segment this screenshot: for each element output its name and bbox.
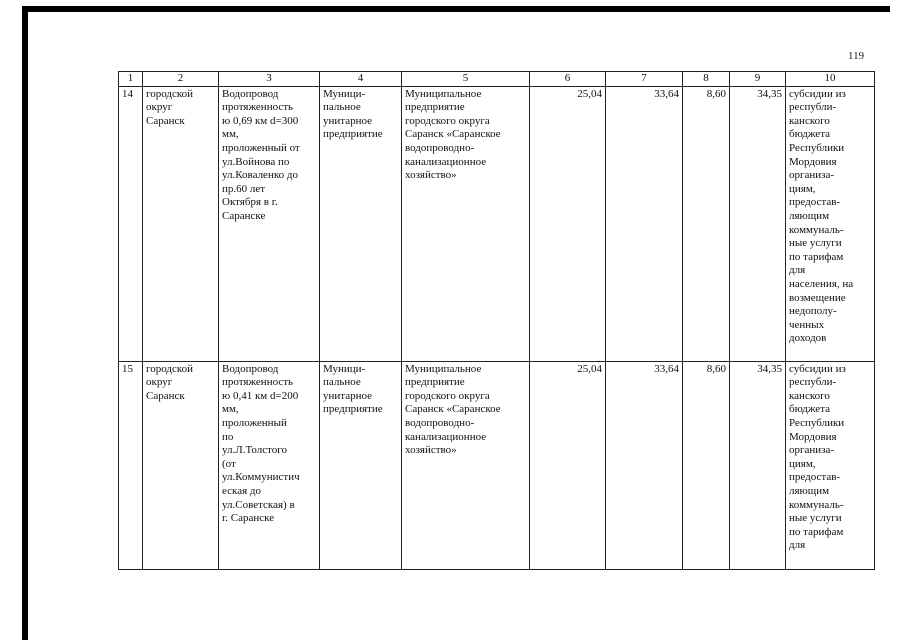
column-header: 6 [530,72,606,87]
scan-border-left [22,6,28,640]
column-header: 2 [143,72,219,87]
org-type-cell: Муници- пальное унитарное предприятие [320,361,402,569]
row-number: 15 [119,361,143,569]
district-cell: городской округ Саранск [143,361,219,569]
funding-source-cell: субсидии из республи- канского бюджета Республики Мордовия организа- циям, предостав- ляющим коммуналь- ные услуги по тарифам для населения, на возмещение недополу- ченных доходов [786,86,875,361]
table-header-row [119,72,875,87]
value-cell-6: 25,04 [530,361,606,569]
funding-source-cell: субсидии из республи- канского бюджета Республики Мордовия организа- циям, предостав- ляющим коммуналь- ные услуги по тарифам для [786,361,875,569]
value-cell-9: 34,35 [730,86,786,361]
org-type-cell: Муници- пальное унитарное предприятие [320,86,402,361]
column-header: 3 [219,72,320,87]
scan-border-top [22,6,890,12]
column-header: 5 [402,72,530,87]
value-cell-8: 8,60 [683,86,730,361]
column-header: 7 [606,72,683,87]
district-cell: городской округ Саранск [143,86,219,361]
value-cell-9: 34,35 [730,361,786,569]
column-header: 1 [119,72,143,87]
table-row [119,86,875,361]
value-cell-8: 8,60 [683,361,730,569]
page-number: 119 [848,50,865,62]
organization-cell: Муниципальное предприятие городского округа Саранск «Саранское водопроводно- канализационное хозяйство» [402,361,530,569]
column-header: 9 [730,72,786,87]
organization-cell: Муниципальное предприятие городского округа Саранск «Саранское водопроводно- канализационное хозяйство» [402,86,530,361]
column-header: 8 [683,72,730,87]
row-number: 14 [119,86,143,361]
value-cell-7: 33,64 [606,361,683,569]
object-cell: Водопровод протяженность ю 0,69 км d=300 мм, проложенный от ул.Войнова по ул.Коваленко до пр.60 лет Октября в г. Саранске [219,86,320,361]
value-cell-6: 25,04 [530,86,606,361]
data-table [118,71,875,570]
table-row [119,361,875,569]
value-cell-7: 33,64 [606,86,683,361]
column-header: 4 [320,72,402,87]
column-header: 10 [786,72,875,87]
object-cell: Водопровод протяженность ю 0,41 км d=200 мм, проложенный по ул.Л.Толстого (от ул.Коммунистич еская до ул.Советская) в г. Саранске [219,361,320,569]
